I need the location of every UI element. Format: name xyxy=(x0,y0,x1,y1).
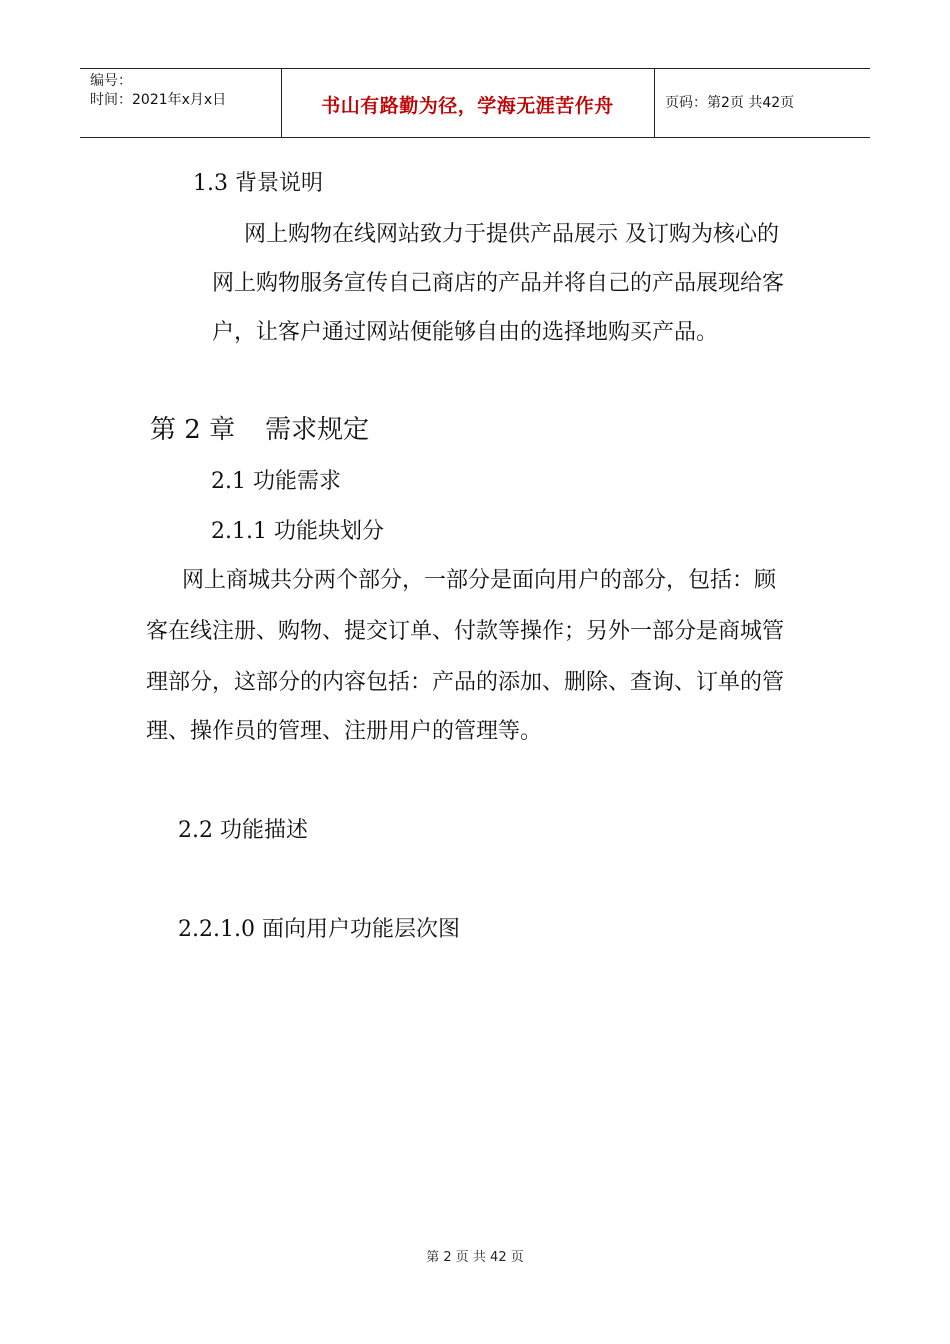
section-2-2-heading: 2.2 功能描述 xyxy=(178,818,308,843)
section-1-3-line-2: 网上购物服务宣传自己商店的产品并将自己的产品展现给客 xyxy=(212,271,785,296)
section-2-2-1-0-heading: 2.2.1.0 面向用户功能层次图 xyxy=(178,917,460,942)
section-1-3-line-3: 户，让客户通过网站便能够自由的选择地购买产品。 xyxy=(212,320,719,345)
header-middle-cell xyxy=(281,69,655,137)
section-2-1-1-line-1: 网上商城共分两个部分，一部分是面向用户的部分，包括：顾 xyxy=(182,568,777,593)
section-2-1-heading: 2.1 功能需求 xyxy=(211,469,341,494)
chapter-2-heading xyxy=(150,415,370,445)
section-2-1-1-line-2: 客在线注册、购物、提交订单、付款等操作；另外一部分是商城管 xyxy=(146,619,785,644)
header-right-cell xyxy=(655,69,870,137)
header-motto: 书山有路勤为径，学海无涯苦作舟 xyxy=(321,95,614,117)
header-left-cell xyxy=(80,69,282,137)
chapter-2-title: 需求规定 xyxy=(265,415,370,445)
header-page-code: 页码：第2页 共42页 xyxy=(665,95,795,111)
section-2-1-1-heading: 2.1.1 功能块划分 xyxy=(211,519,384,544)
section-2-1-1-line-3: 理部分，这部分的内容包括：产品的添加、删除、查询、订单的管 xyxy=(146,670,785,695)
section-1-3-line-1: 网上购物在线网站致力于提供产品展示 及订购为核心的 xyxy=(244,222,779,247)
section-2-1-1-line-4: 理、操作员的管理、注册用户的管理等。 xyxy=(146,719,543,744)
section-1-3-heading: 1.3 背景说明 xyxy=(193,171,323,196)
page-footer: 第 2 页 共 42 页 xyxy=(426,1250,524,1265)
chapter-2-number: 第 2 章 xyxy=(150,415,236,445)
document-time-label: 时间：2021年x月x日 xyxy=(90,92,227,108)
document-number-label: 编号： xyxy=(90,73,132,89)
document-header xyxy=(80,68,870,138)
